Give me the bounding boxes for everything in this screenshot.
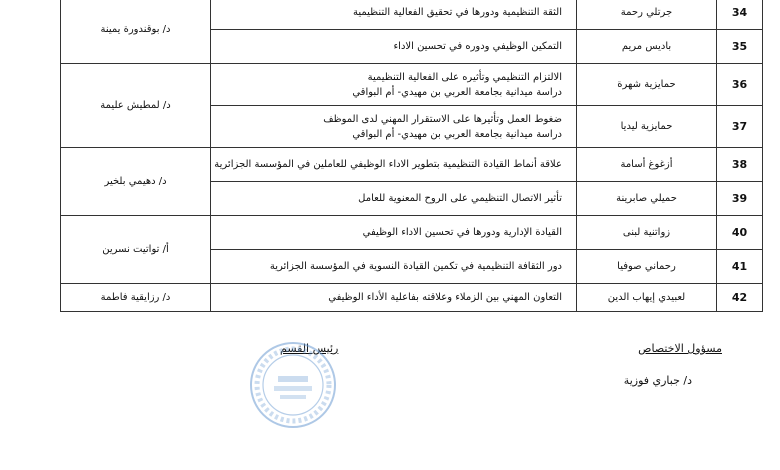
student-name: رحماني صوفيا bbox=[577, 250, 717, 284]
supervisor-cell bbox=[61, 0, 211, 64]
topic-line: التعاون المهني بين الزملاء وعلاقته بفاعلية الأداء الوظيفي bbox=[328, 292, 562, 303]
topic-line: الالتزام التنظيمي وتأثيره على الفعالية التنظيمية bbox=[367, 71, 562, 83]
thesis-topic bbox=[211, 30, 577, 64]
topic-line: التمكين الوظيفي ودوره في تحسين الاداء bbox=[393, 41, 562, 52]
row-number: 42 bbox=[717, 284, 763, 312]
thesis-topic bbox=[211, 106, 577, 148]
row-number: 35 bbox=[717, 30, 763, 64]
topic-line: ضغوط العمل وتأثيرها على الاستقرار المهني لدى الموظف bbox=[323, 113, 562, 125]
table-row bbox=[61, 64, 763, 106]
supervisor-name: د/ رزايقية فاطمة bbox=[100, 292, 171, 303]
thesis-topic bbox=[211, 284, 577, 312]
row-number: 38 bbox=[717, 148, 763, 182]
row-number: 36 bbox=[717, 64, 763, 106]
student-name: زواتنية لبنى bbox=[577, 216, 717, 250]
topic-line: علاقة أنماط القيادة التنظيمية بتطوير الاداء الوظيفي للعاملين في المؤسسة الجزائرية bbox=[214, 159, 562, 170]
supervisor-name: د/ بوقندورة يمينة bbox=[100, 23, 171, 35]
student-name: حميلي صابرينة bbox=[577, 182, 717, 216]
supervisor-name: أ/ تواتيت نسرين bbox=[102, 244, 169, 255]
row-number: 39 bbox=[717, 182, 763, 216]
supervisor-cell bbox=[61, 148, 211, 216]
student-name: جرتلي رحمة bbox=[577, 0, 717, 30]
thesis-topic bbox=[211, 182, 577, 216]
thesis-topic bbox=[211, 64, 577, 106]
thesis-topic bbox=[211, 148, 577, 182]
student-name: أزغوغ أسامة bbox=[577, 148, 717, 182]
department-head-label: رئيس القسم bbox=[280, 342, 339, 355]
row-number: 34 bbox=[717, 0, 763, 30]
table-row bbox=[61, 0, 763, 30]
supervision-table bbox=[60, 0, 763, 312]
thesis-topic bbox=[211, 0, 577, 30]
student-name: لعبيدي إيهاب الدين bbox=[577, 284, 717, 312]
student-name: حمايزية شهرة bbox=[577, 64, 717, 106]
department-stamp-icon bbox=[248, 340, 338, 430]
supervisor-name: د/ دهيمي بلخير bbox=[104, 176, 167, 187]
supervisor-name: د/ لمطيش عليمة bbox=[100, 100, 171, 111]
row-number: 41 bbox=[717, 250, 763, 284]
student-name: باديس مريم bbox=[577, 30, 717, 64]
topic-line: دراسة ميدانية بجامعة العربي بن مهيدي- أم البواقي bbox=[352, 86, 562, 98]
row-number: 37 bbox=[717, 106, 763, 148]
supervisor-cell bbox=[61, 216, 211, 284]
table-row bbox=[61, 284, 763, 312]
table-row bbox=[61, 216, 763, 250]
topic-line: دور الثقافة التنظيمية في تكمين القيادة النسوية في المؤسسة الجزائرية bbox=[269, 261, 562, 272]
topic-line: دراسة ميدانية بجامعة العربي بن مهيدي- أم البواقي bbox=[352, 128, 562, 140]
topic-line: تأثير الاتصال التنظيمي على الروح المعنوية للعامل bbox=[358, 193, 562, 204]
supervisor-cell bbox=[61, 64, 211, 148]
table-row bbox=[61, 148, 763, 182]
topic-line: القيادة الإدارية ودورها في تحسين الاداء الوظيفي bbox=[362, 227, 562, 238]
supervisor-cell bbox=[61, 284, 211, 312]
thesis-topic bbox=[211, 250, 577, 284]
specialty-head-label: مسؤول الاختصاص bbox=[638, 342, 722, 355]
row-number: 40 bbox=[717, 216, 763, 250]
student-name: حمايزية ليديا bbox=[577, 106, 717, 148]
thesis-topic bbox=[211, 216, 577, 250]
specialty-head-name: د/ جباري فوزية bbox=[623, 374, 692, 387]
topic-line: الثقة التنظيمية ودورها في تحقيق الفعالية التنظيمية bbox=[352, 6, 562, 18]
